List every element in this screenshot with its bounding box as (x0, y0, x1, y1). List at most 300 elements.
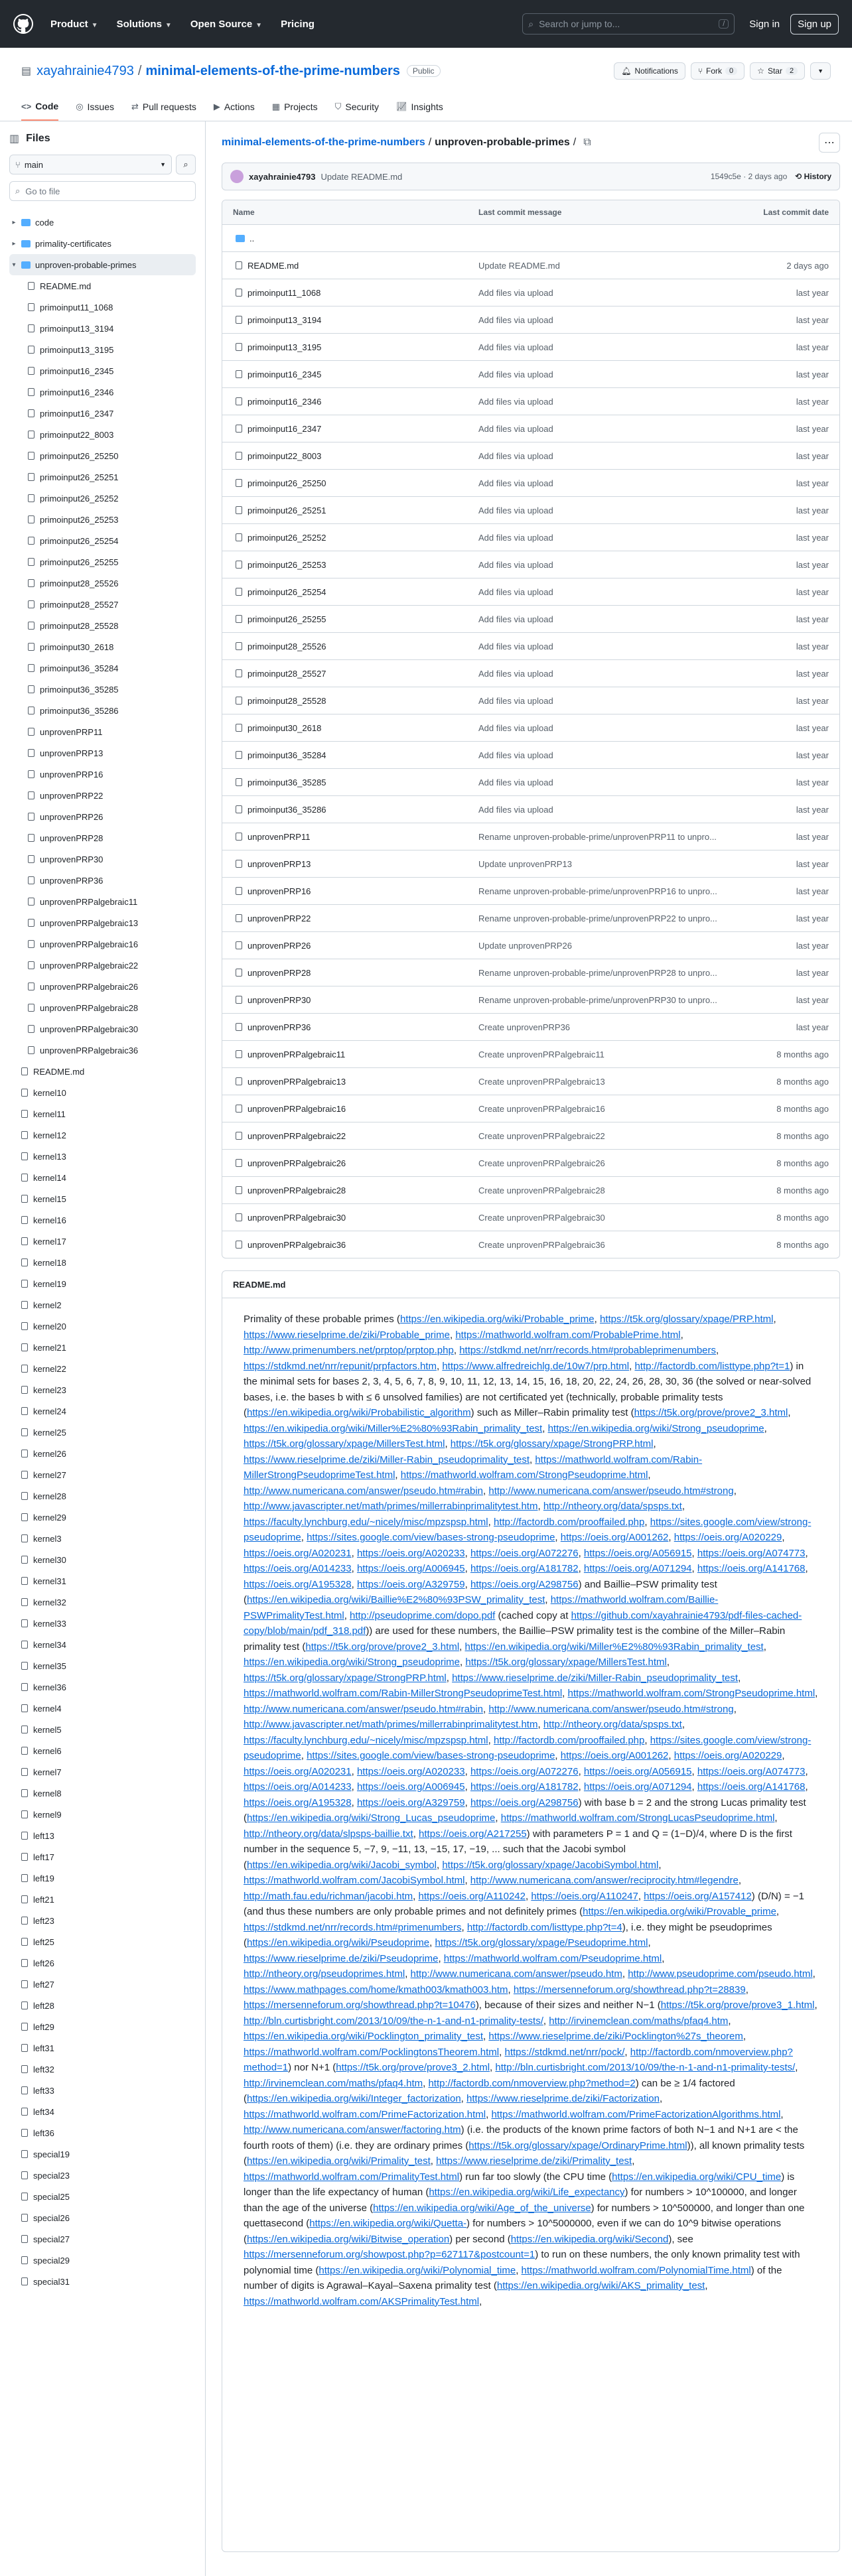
tree-file[interactable] (9, 381, 196, 403)
commit-message-link[interactable]: Create unprovenPRPalgebraic16 (478, 1103, 605, 1114)
tree-file[interactable] (9, 1273, 196, 1294)
tree-file[interactable] (9, 848, 196, 870)
tree-file[interactable] (9, 1867, 196, 1889)
file-name-link[interactable]: unprovenPRPalgebraic30 (248, 1212, 346, 1223)
tree-file[interactable] (9, 1783, 196, 1804)
tree-file[interactable] (9, 764, 196, 785)
readme-link[interactable]: https://mathworld.wolfram.com/PrimeFactorizationAlgorithms.html (491, 2108, 781, 2120)
commit-message-link[interactable]: Add files via upload (478, 695, 553, 706)
tree-file[interactable] (9, 339, 196, 360)
file-name-link[interactable]: unprovenPRP22 (248, 913, 311, 923)
tree-file[interactable] (9, 530, 196, 551)
commit-message-link[interactable]: Rename unproven-probable-prime/unprovenPRP16 to unpro... (478, 886, 717, 896)
readme-link[interactable]: https://oeis.org/A014233 (244, 1563, 352, 1574)
commit-message-link[interactable]: Rename unproven-probable-prime/unprovenPRP11 to unpro... (478, 831, 717, 842)
commit-message-link[interactable]: Rename unproven-probable-prime/unprovenPRP28 to unpro... (478, 967, 717, 978)
table-row[interactable] (222, 877, 839, 904)
readme-link[interactable]: https://mathworld.wolfram.com/Pseudoprime.html (443, 1952, 662, 1964)
readme-link[interactable]: https://sites.google.com/view/strong-pseudoprime (244, 1734, 812, 1761)
commit-message[interactable]: Update README.md (320, 171, 403, 182)
commit-message-link[interactable]: Rename unproven-probable-prime/unprovenPRP30 to unpro... (478, 994, 717, 1005)
commit-message-link[interactable]: Update unprovenPRP13 (478, 858, 572, 869)
readme-link[interactable]: http://www.pseudoprime.com/pseudo.html (628, 1968, 813, 1980)
github-logo-icon[interactable] (13, 14, 33, 34)
repo-owner-link[interactable]: xayahrainie4793 (36, 63, 134, 78)
tree-file[interactable] (9, 742, 196, 764)
readme-link[interactable]: https://oeis.org/A298756 (470, 1578, 579, 1590)
readme-link[interactable]: https://oeis.org/A181782 (470, 1563, 579, 1574)
tree-file[interactable] (9, 275, 196, 297)
readme-link[interactable]: http://bln.curtisbright.com/2013/10/09/the-n-1-and-n1-primality-tests/ (244, 2015, 543, 2027)
tree-file[interactable] (9, 360, 196, 381)
readme-link[interactable]: https://t5k.org/glossary/xpage/OrdinaryPrime.html (468, 2139, 687, 2151)
readme-link[interactable]: https://en.wikipedia.org/wiki/Life_expectancy (429, 2187, 625, 2198)
tree-file[interactable] (9, 1910, 196, 1931)
readme-link[interactable]: https://faculty.lynchburg.edu/~nicely/misc/mpzspsp.html (244, 1516, 488, 1528)
tab-security[interactable]: ⛉ Security (334, 102, 379, 112)
table-row[interactable] (222, 415, 839, 442)
history-button[interactable]: ⟲ History (795, 172, 831, 181)
table-row[interactable] (222, 333, 839, 360)
file-name-link[interactable]: unprovenPRP11 (248, 831, 311, 842)
repo-name-link[interactable]: minimal-elements-of-the-prime-numbers (145, 63, 400, 78)
file-name-link[interactable]: unprovenPRP30 (248, 994, 311, 1005)
file-name-link[interactable]: README.md (248, 260, 299, 271)
notifications-button[interactable]: 🔔︎ Notifications (614, 62, 685, 80)
table-row[interactable] (222, 523, 839, 551)
tree-file[interactable] (9, 700, 196, 721)
readme-link[interactable]: https://mathworld.wolfram.com/StrongPseudoprime.html (567, 1688, 816, 1699)
readme-link[interactable]: https://t5k.org/glossary/xpage/StrongPRP.html (244, 1672, 447, 1684)
readme-link[interactable]: http://www.javascripter.net/math/primes/millerrabinprimalitytest.htm (244, 1719, 538, 1730)
tree-file[interactable] (9, 2186, 196, 2207)
tree-file[interactable] (9, 1995, 196, 2016)
tree-file[interactable] (9, 509, 196, 530)
commit-message-link[interactable]: Create unprovenPRPalgebraic22 (478, 1130, 605, 1141)
table-row[interactable] (222, 931, 839, 959)
readme-link[interactable]: https://sites.google.com/view/bases-strong-pseudoprime (307, 1750, 555, 1761)
tree-file[interactable] (9, 1358, 196, 1379)
file-name-link[interactable]: primoinput16_2347 (248, 423, 322, 434)
readme-link[interactable]: https://en.wikipedia.org/wiki/Strong_Lucas_pseudoprime (247, 1812, 496, 1824)
commit-message-link[interactable]: Create unprovenPRPalgebraic28 (478, 1185, 605, 1195)
go-to-file-input[interactable] (9, 181, 196, 201)
table-row[interactable] (222, 496, 839, 523)
table-row[interactable] (222, 1040, 839, 1067)
readme-link[interactable]: https://mersenneforum.org/showthread.php?t=10476 (244, 2000, 476, 2011)
tree-file[interactable] (9, 1294, 196, 1316)
tree-file[interactable] (9, 1613, 196, 1634)
readme-link[interactable]: https://oeis.org/A157412 (644, 1890, 752, 1902)
commit-message-link[interactable]: Add files via upload (478, 586, 553, 597)
table-row[interactable] (222, 442, 839, 469)
readme-link[interactable]: https://t5k.org/prove/prove2_3.html (634, 1407, 788, 1418)
readme-link[interactable]: https://github.com/xayahrainie4793/pdf-files-cached-copy/blob/main/pdf_318.pdf (244, 1609, 802, 1637)
file-name-link[interactable]: primoinput30_2618 (248, 722, 322, 733)
tree-file[interactable] (9, 1124, 196, 1146)
readme-link[interactable]: https://t5k.org/prove/prove3_1.html (660, 2000, 815, 2011)
readme-link[interactable]: https://www.rieselprime.de/ziki/Pseudoprime (244, 1952, 439, 1964)
readme-link[interactable]: https://oeis.org/A141768 (697, 1563, 806, 1574)
file-name-link[interactable]: unprovenPRPalgebraic28 (248, 1185, 346, 1195)
readme-link[interactable]: https://www.rieselprime.de/ziki/Miller-Rabin_pseudoprimality_test (452, 1672, 739, 1684)
readme-link[interactable]: https://sites.google.com/view/strong-pseudoprime (244, 1516, 812, 1543)
commit-message-link[interactable]: Add files via upload (478, 668, 553, 679)
chevron-right-icon[interactable]: ▸ (12, 239, 16, 247)
file-name-link[interactable]: unprovenPRP13 (248, 858, 311, 869)
commit-message-link[interactable]: Add files via upload (478, 750, 553, 760)
tree-file[interactable] (9, 870, 196, 891)
readme-link[interactable]: https://oeis.org/A074773 (697, 1765, 806, 1777)
table-row[interactable] (222, 904, 839, 931)
tree-file[interactable] (9, 573, 196, 594)
readme-link[interactable]: https://stdkmd.net/nrr/records.htm#primenumbers (244, 1921, 462, 1933)
table-row[interactable] (222, 360, 839, 387)
tree-file[interactable] (9, 2165, 196, 2186)
readme-link[interactable]: https://oeis.org/A217255 (419, 1828, 527, 1840)
tree-file[interactable] (9, 2080, 196, 2101)
readme-link[interactable]: https://oeis.org/A195328 (244, 1578, 352, 1590)
readme-link[interactable]: http://factordb.com/nmoverview.php?method=2 (428, 2077, 636, 2089)
tree-file[interactable] (9, 2207, 196, 2228)
tree-file[interactable] (9, 2271, 196, 2292)
tree-folder[interactable] (9, 233, 196, 254)
readme-link[interactable]: http://factordb.com/nmoverview.php?method=1 (244, 2046, 793, 2073)
breadcrumb-repo-link[interactable]: minimal-elements-of-the-prime-numbers (222, 137, 425, 148)
file-name-link[interactable]: unprovenPRPalgebraic26 (248, 1158, 346, 1168)
readme-link[interactable]: https://www.rieselprime.de/ziki/Miller-Rabin_pseudoprimality_test (244, 1454, 530, 1465)
readme-link[interactable]: https://t5k.org/glossary/xpage/MillersTest.html (465, 1657, 667, 1668)
table-row[interactable] (222, 741, 839, 768)
readme-link[interactable]: https://en.wikipedia.org/wiki/Provable_prime (583, 1906, 776, 1917)
table-row[interactable] (222, 469, 839, 496)
readme-link[interactable]: https://t5k.org/glossary/xpage/Pseudoprime.html (435, 1937, 648, 1948)
readme-link[interactable]: http://factordb.com/prooffailed.php (493, 1516, 645, 1528)
file-name-link[interactable]: unprovenPRP28 (248, 967, 311, 978)
readme-link[interactable]: http://ntheory.org/data/spsps.txt (543, 1719, 682, 1730)
tree-file[interactable] (9, 933, 196, 955)
tree-file[interactable] (9, 785, 196, 806)
readme-link[interactable]: https://t5k.org/glossary/xpage/JacobiSymbol.html (442, 1859, 659, 1871)
tree-folder[interactable] (9, 254, 196, 275)
file-name-link[interactable]: primoinput26_25254 (248, 586, 326, 597)
readme-link[interactable]: https://mathworld.wolfram.com/AKSPrimalityTest.html (244, 2295, 480, 2307)
tree-file[interactable] (9, 551, 196, 573)
tree-file[interactable] (9, 2059, 196, 2080)
readme-link[interactable]: https://en.wikipedia.org/wiki/Quetta- (309, 2218, 467, 2229)
commit-author[interactable]: xayahrainie4793 (249, 171, 316, 182)
readme-link[interactable]: https://en.wikipedia.org/wiki/Baillie%E2%80%93PSW_primality_test (247, 1594, 545, 1605)
table-row[interactable] (222, 959, 839, 986)
commit-message-link[interactable]: Add files via upload (478, 804, 553, 815)
tree-folder[interactable] (9, 212, 196, 233)
file-name-link[interactable]: unprovenPRP36 (248, 1022, 311, 1032)
readme-link[interactable]: https://oeis.org/A195328 (244, 1796, 352, 1808)
file-name-link[interactable]: unprovenPRPalgebraic13 (248, 1076, 346, 1087)
readme-link[interactable]: https://stdkmd.net/nrr/repunit/prpfactors.htm (244, 1360, 437, 1372)
readme-link[interactable]: https://oeis.org/A072276 (470, 1547, 579, 1559)
tree-file[interactable] (9, 615, 196, 636)
readme-link[interactable]: https://oeis.org/A014233 (244, 1781, 352, 1793)
table-row[interactable] (222, 632, 839, 659)
tree-file[interactable] (9, 1167, 196, 1188)
readme-link[interactable]: http://ntheory.org/data/slpsps-baillie.txt (244, 1828, 413, 1840)
table-row[interactable] (222, 225, 839, 251)
readme-link[interactable]: http://factordb.com/listtype.php?t=4 (466, 1921, 622, 1933)
readme-link[interactable]: https://www.rieselprime.de/ziki/Pocklington%27s_theorem (488, 2031, 743, 2042)
tab-issues[interactable]: ◎ Issues (76, 102, 114, 112)
tree-file[interactable] (9, 1676, 196, 1698)
readme-link[interactable]: https://oeis.org/A020231 (244, 1547, 352, 1559)
avatar[interactable] (230, 170, 244, 183)
chevron-right-icon[interactable]: ▸ (12, 218, 16, 226)
tree-file[interactable] (9, 445, 196, 466)
commit-message-link[interactable]: Add files via upload (478, 505, 553, 515)
tree-file[interactable] (9, 721, 196, 742)
tree-file[interactable] (9, 1889, 196, 1910)
readme-link[interactable]: http://math.fau.edu/richman/jacobi.htm (244, 1890, 413, 1902)
readme-link[interactable]: https://oeis.org/A056915 (583, 1765, 692, 1777)
readme-link[interactable]: http://www.numericana.com/answer/reciprocity.htm#legendre (470, 1875, 739, 1886)
commit-message-link[interactable]: Add files via upload (478, 287, 553, 298)
tree-file[interactable] (9, 1231, 196, 1252)
table-row[interactable] (222, 850, 839, 877)
search-files-button[interactable] (176, 155, 196, 174)
readme-link[interactable]: https://oeis.org/A020233 (356, 1765, 465, 1777)
readme-link[interactable]: https://oeis.org/A329759 (356, 1578, 465, 1590)
readme-link[interactable]: https://oeis.org/A298756 (470, 1796, 579, 1808)
file-name-link[interactable]: unprovenPRP26 (248, 940, 311, 951)
tree-file[interactable] (9, 1443, 196, 1464)
readme-link[interactable]: https://oeis.org/A071294 (583, 1563, 692, 1574)
tree-file[interactable] (9, 1719, 196, 1740)
commit-message-link[interactable]: Add files via upload (478, 369, 553, 379)
tree-file[interactable] (9, 636, 196, 657)
readme-link[interactable]: https://en.wikipedia.org/wiki/Strong_pseudoprime (244, 1657, 461, 1668)
sign-in-link[interactable]: Sign in (749, 18, 780, 30)
nav-pricing[interactable]: Pricing (281, 18, 315, 30)
tree-file[interactable] (9, 1549, 196, 1570)
nav-open-source[interactable]: Open Source ▼ (190, 18, 263, 30)
tree-file[interactable] (9, 2228, 196, 2250)
tab-insights[interactable]: 📈︎ Insights (395, 102, 443, 112)
table-row[interactable] (222, 387, 839, 415)
readme-link[interactable]: https://en.wikipedia.org/wiki/Integer_factorization (247, 2093, 461, 2104)
star-dropdown-button[interactable] (810, 62, 831, 80)
readme-link[interactable]: http://www.numericana.com/answer/factoring.htm (244, 2124, 461, 2135)
file-name-link[interactable]: primoinput26_25253 (248, 559, 326, 570)
table-row[interactable] (222, 1095, 839, 1122)
tree-file[interactable] (9, 1974, 196, 1995)
commit-message-link[interactable]: Add files via upload (478, 423, 553, 434)
commit-message-link[interactable]: Add files via upload (478, 478, 553, 488)
readme-link[interactable]: https://t5k.org/glossary/xpage/StrongPRP.html (450, 1438, 654, 1450)
tree-file[interactable] (9, 2250, 196, 2271)
readme-link[interactable]: https://mathworld.wolfram.com/PrimeFactorization.html (244, 2108, 486, 2120)
tree-file[interactable] (9, 1952, 196, 1974)
tab-projects[interactable]: ▦ Projects (271, 102, 318, 112)
readme-link[interactable]: http://irvinemclean.com/maths/pfaq4.htm (549, 2015, 729, 2027)
tree-file[interactable] (9, 976, 196, 997)
tree-file[interactable] (9, 2037, 196, 2059)
tree-file[interactable] (9, 955, 196, 976)
commit-message-link[interactable]: Add files via upload (478, 396, 553, 407)
readme-link[interactable]: https://oeis.org/A056915 (583, 1547, 692, 1559)
readme-link[interactable]: http://ntheory.org/data/spsps.txt (543, 1501, 682, 1512)
readme-link[interactable]: http://www.numericana.com/answer/pseudo.htm#strong (488, 1703, 734, 1715)
tree-file[interactable] (9, 1804, 196, 1825)
readme-link[interactable]: http://www.javascripter.net/math/primes/millerrabinprimalitytest.htm (244, 1501, 538, 1512)
table-row[interactable] (222, 1231, 839, 1258)
readme-link[interactable]: https://en.wikipedia.org/wiki/Probable_prime (399, 1314, 595, 1325)
commit-message-link[interactable]: Add files via upload (478, 641, 553, 651)
readme-link[interactable]: https://en.wikipedia.org/wiki/Jacobi_symbol (247, 1859, 437, 1871)
table-row[interactable] (222, 551, 839, 578)
table-row[interactable] (222, 251, 839, 279)
tab-actions[interactable]: ▶ Actions (213, 102, 255, 112)
file-name-link[interactable]: primoinput28_25528 (248, 695, 326, 706)
tree-file[interactable] (9, 1146, 196, 1167)
fork-button[interactable]: ⑂ Fork 0 (691, 62, 745, 80)
table-row[interactable] (222, 687, 839, 714)
file-name-link[interactable]: primoinput28_25527 (248, 668, 326, 679)
tree-file[interactable] (9, 2122, 196, 2143)
tree-file[interactable] (9, 488, 196, 509)
readme-link[interactable]: https://www.rieselprime.de/ziki/Probable_prime (244, 1329, 450, 1341)
table-row[interactable] (222, 714, 839, 741)
tree-file[interactable] (9, 1464, 196, 1485)
file-name-link[interactable]: primoinput36_35284 (248, 750, 326, 760)
tree-file[interactable] (9, 806, 196, 827)
readme-link[interactable]: http://irvinemclean.com/maths/pfaq4.htm (244, 2077, 423, 2089)
commit-message-link[interactable]: Create unprovenPRP36 (478, 1022, 571, 1032)
table-row[interactable] (222, 768, 839, 795)
readme-link[interactable]: https://mathworld.wolfram.com/PolynomialTime.html (521, 2264, 751, 2276)
readme-link[interactable]: https://mathworld.wolfram.com/StrongPseudoprime.html (400, 1469, 648, 1481)
table-row[interactable] (222, 659, 839, 687)
tree-file[interactable] (9, 1846, 196, 1867)
table-row[interactable] (222, 795, 839, 823)
readme-link[interactable]: http://www.primenumbers.net/prptop/prptop.php (244, 1345, 454, 1356)
commit-message-link[interactable]: Add files via upload (478, 777, 553, 787)
readme-link[interactable]: https://oeis.org/A006945 (356, 1781, 465, 1793)
tree-file[interactable] (9, 1634, 196, 1655)
tree-file[interactable] (9, 1061, 196, 1082)
table-row[interactable] (222, 823, 839, 850)
nav-product[interactable]: Product ▼ (50, 18, 98, 30)
readme-link[interactable]: https://oeis.org/A001262 (560, 1750, 669, 1761)
readme-link[interactable]: https://www.rieselprime.de/ziki/Factorization (466, 2093, 660, 2104)
tree-file[interactable] (9, 1931, 196, 1952)
chevron-down-icon[interactable]: ▾ (12, 261, 16, 269)
sidebar-collapse-icon[interactable]: ▥ (9, 133, 20, 145)
file-name-link[interactable]: unprovenPRPalgebraic36 (248, 1239, 346, 1250)
readme-link[interactable]: https://en.wikipedia.org/wiki/Second (510, 2233, 669, 2245)
readme-link[interactable]: https://en.wikipedia.org/wiki/Probabilistic_algorithm (247, 1407, 471, 1418)
tree-file[interactable] (9, 2143, 196, 2165)
file-name-link[interactable]: primoinput26_25251 (248, 505, 326, 515)
tree-file[interactable] (9, 679, 196, 700)
tree-file[interactable] (9, 1528, 196, 1549)
table-row[interactable] (222, 1013, 839, 1040)
commit-message-link[interactable]: Update README.md (478, 260, 560, 271)
file-name-link[interactable]: primoinput13_3194 (248, 314, 322, 325)
readme-link[interactable]: https://t5k.org/prove/prove3_2.html (336, 2062, 490, 2073)
nav-solutions[interactable]: Solutions ▼ (116, 18, 172, 30)
file-name-link[interactable]: primoinput16_2345 (248, 369, 322, 379)
readme-link[interactable]: https://en.wikipedia.org/wiki/Miller%E2%80%93Rabin_primality_test (244, 1422, 543, 1434)
commit-message-link[interactable]: Create unprovenPRPalgebraic36 (478, 1239, 605, 1250)
readme-link[interactable]: https://oeis.org/A329759 (356, 1796, 465, 1808)
readme-link[interactable]: https://t5k.org/glossary/xpage/MillersTest.html (244, 1438, 445, 1450)
tree-file[interactable] (9, 1040, 196, 1061)
readme-link[interactable]: https://stdkmd.net/nrr/pock/ (504, 2046, 625, 2058)
readme-link[interactable]: https://www.rieselprime.de/ziki/Primality_test (436, 2155, 632, 2167)
star-button[interactable]: ☆ Star 2 (750, 62, 805, 80)
tree-file[interactable] (9, 912, 196, 933)
readme-link[interactable]: https://mersenneforum.org/showthread.php?t=28839 (513, 1984, 746, 1996)
tree-file[interactable] (9, 403, 196, 424)
readme-link[interactable]: http://www.numericana.com/answer/pseudo.htm#rabin (244, 1703, 484, 1715)
readme-link[interactable]: https://mathworld.wolfram.com/StrongLucasPseudoprime.html (500, 1812, 775, 1824)
table-row[interactable] (222, 279, 839, 306)
readme-link[interactable]: https://en.wikipedia.org/wiki/Pseudoprime (247, 1937, 430, 1948)
tree-file[interactable] (9, 1316, 196, 1337)
file-name-link[interactable]: primoinput22_8003 (248, 450, 322, 461)
readme-link[interactable]: https://oeis.org/A001262 (560, 1532, 669, 1543)
readme-link[interactable]: https://en.wikipedia.org/wiki/Bitwise_operation (247, 2233, 450, 2245)
commit-message-link[interactable]: Add files via upload (478, 342, 553, 352)
readme-link[interactable]: https://en.wikipedia.org/wiki/Miller%E2%80%93Rabin_primality_test (464, 1641, 764, 1653)
tree-file[interactable] (9, 1507, 196, 1528)
readme-link[interactable]: https://en.wikipedia.org/wiki/Polynomial_time (319, 2264, 516, 2276)
file-name-link[interactable]: primoinput26_25255 (248, 614, 326, 624)
tree-file[interactable] (9, 891, 196, 912)
readme-link[interactable]: https://en.wikipedia.org/wiki/Strong_pseudoprime (547, 1422, 764, 1434)
readme-link[interactable]: https://oeis.org/A006945 (356, 1563, 465, 1574)
commit-message-link[interactable]: Create unprovenPRPalgebraic26 (478, 1158, 605, 1168)
branch-selector[interactable] (9, 155, 172, 174)
readme-link[interactable]: https://t5k.org/prove/prove2_3.html (305, 1641, 460, 1653)
readme-link[interactable]: https://oeis.org/A141768 (697, 1781, 806, 1793)
readme-link[interactable]: https://faculty.lynchburg.edu/~nicely/misc/mpzspsp.html (244, 1734, 488, 1746)
readme-link[interactable]: https://t5k.org/glossary/xpage/PRP.html (599, 1314, 774, 1325)
table-row[interactable] (222, 605, 839, 632)
file-name-link[interactable]: primoinput36_35285 (248, 777, 326, 787)
tree-file[interactable] (9, 297, 196, 318)
readme-link[interactable]: https://oeis.org/A181782 (470, 1781, 579, 1793)
file-name-link[interactable]: primoinput26_25250 (248, 478, 326, 488)
tree-file[interactable] (9, 424, 196, 445)
table-row[interactable] (222, 306, 839, 333)
commit-message-link[interactable]: Add files via upload (478, 722, 553, 733)
readme-link[interactable]: https://mathworld.wolfram.com/Baillie-PSWPrimalityTest.html (244, 1594, 719, 1621)
readme-link[interactable]: http://www.numericana.com/answer/pseudo.htm#strong (488, 1485, 734, 1497)
readme-link[interactable]: http://factordb.com/listtype.php?t=1 (634, 1360, 790, 1372)
tree-file[interactable] (9, 1570, 196, 1592)
commit-message-link[interactable]: Add files via upload (478, 532, 553, 543)
commit-message-link[interactable]: Add files via upload (478, 450, 553, 461)
commit-message-link[interactable]: Add files via upload (478, 314, 553, 325)
readme-link[interactable]: http://pseudoprime.com/dopo.pdf (350, 1609, 496, 1621)
readme-link[interactable]: https://en.wikipedia.org/wiki/Primality_test (247, 2155, 431, 2167)
file-name-link[interactable]: primoinput16_2346 (248, 396, 322, 407)
tree-file[interactable] (9, 1337, 196, 1358)
file-name-link[interactable]: .. (249, 233, 255, 243)
tree-file[interactable] (9, 1379, 196, 1400)
readme-link[interactable]: https://en.wikipedia.org/wiki/Pocklington_primality_test (244, 2031, 484, 2042)
tree-file[interactable] (9, 1761, 196, 1783)
